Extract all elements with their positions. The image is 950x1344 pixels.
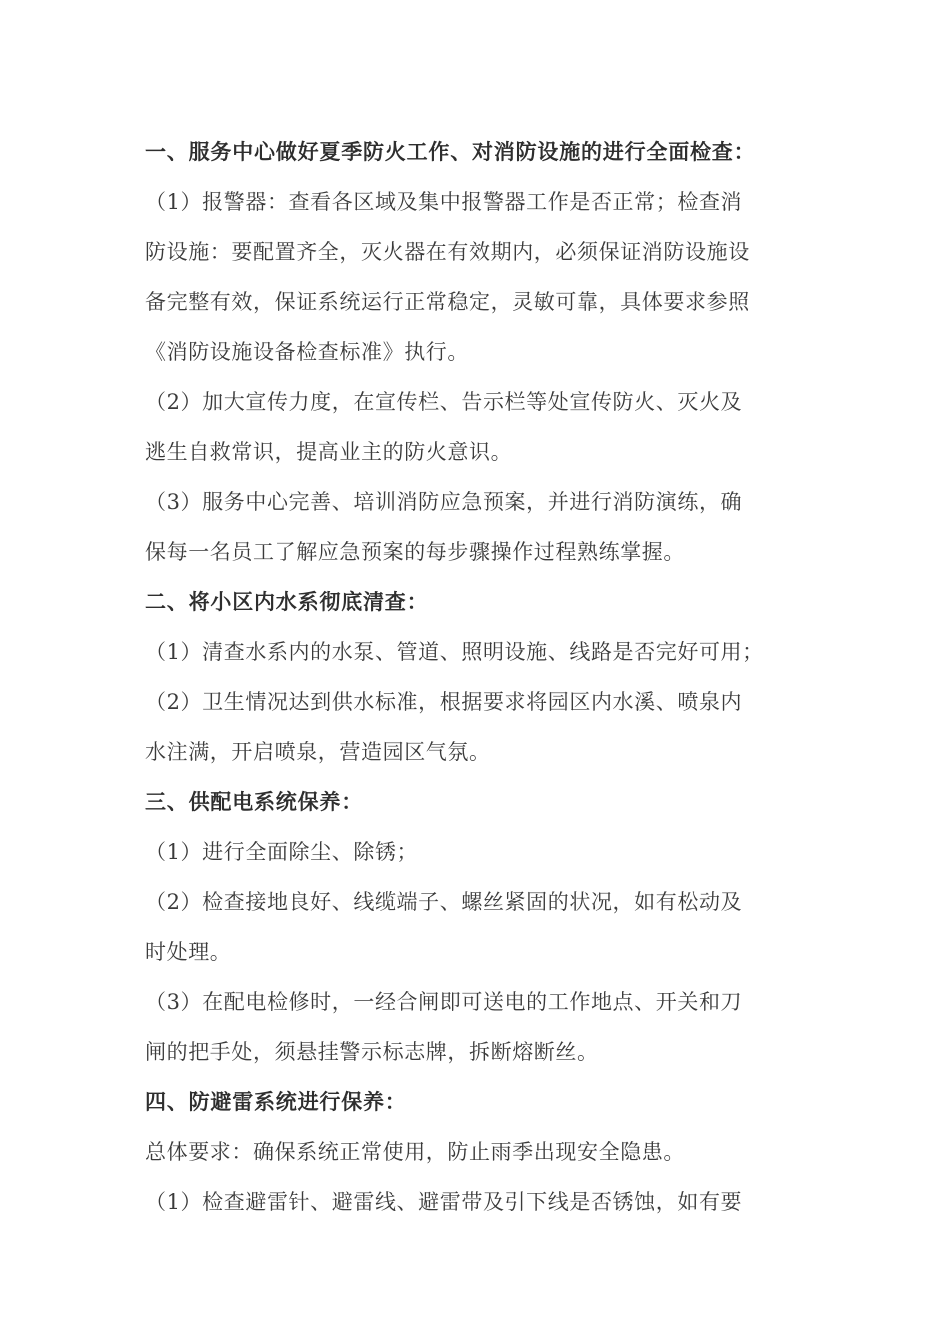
paragraph-line: （2）检查接地良好、线缆端子、螺丝紧固的状况，如有松动及 <box>145 890 743 914</box>
section-heading-lightning-protection: 四、防避雷系统进行保养： <box>145 1090 407 1114</box>
document-body <box>145 127 813 1227</box>
section-heading-water-system: 二、将小区内水系彻底清查： <box>145 590 429 614</box>
paragraph-line: 水注满，开启喷泉，营造园区气氛。 <box>145 740 491 764</box>
paragraph-line: （2）加大宣传力度，在宣传栏、告示栏等处宣传防火、灭火及 <box>145 390 743 414</box>
section-heading-fire-safety: 一、服务中心做好夏季防火工作、对消防设施的进行全面检查： <box>145 140 756 164</box>
paragraph-line: 《消防设施设备检查标准》执行。 <box>145 340 469 364</box>
paragraph-line: 总体要求：确保系统正常使用，防止雨季出现安全隐患。 <box>145 1140 685 1164</box>
paragraph-line: 防设施：要配置齐全，灭火器在有效期内，必须保证消防设施设 <box>145 240 750 264</box>
paragraph-line: 闸的把手处，须悬挂警示标志牌，拆断熔断丝。 <box>145 1040 599 1064</box>
paragraph-line: （1）检查避雷针、避雷线、避雷带及引下线是否锈蚀，如有要 <box>145 1190 743 1214</box>
paragraph-line: 保每一名员工了解应急预案的每步骤操作过程熟练掌握。 <box>145 540 685 564</box>
paragraph-line: 时处理。 <box>145 940 232 964</box>
paragraph-line: （3）在配电检修时，一经合闸即可送电的工作地点、开关和刀 <box>145 990 743 1014</box>
paragraph-line: 逃生自救常识，提高业主的防火意识。 <box>145 440 513 464</box>
section-heading-power-supply: 三、供配电系统保养： <box>145 790 363 814</box>
paragraph-line: （2）卫生情况达到供水标准，根据要求将园区内水溪、喷泉内 <box>145 690 743 714</box>
paragraph-line: （3）服务中心完善、培训消防应急预案，并进行消防演练，确 <box>145 490 743 514</box>
paragraph-line: （1）进行全面除尘、除锈； <box>145 840 419 864</box>
paragraph-line: 备完整有效，保证系统运行正常稳定，灵敏可靠，具体要求参照 <box>145 290 750 314</box>
paragraph-line: （1）报警器：查看各区域及集中报警器工作是否正常；检查消 <box>145 190 743 214</box>
paragraph-line: （1）清查水系内的水泵、管道、照明设施、线路是否完好可用； <box>145 640 764 664</box>
